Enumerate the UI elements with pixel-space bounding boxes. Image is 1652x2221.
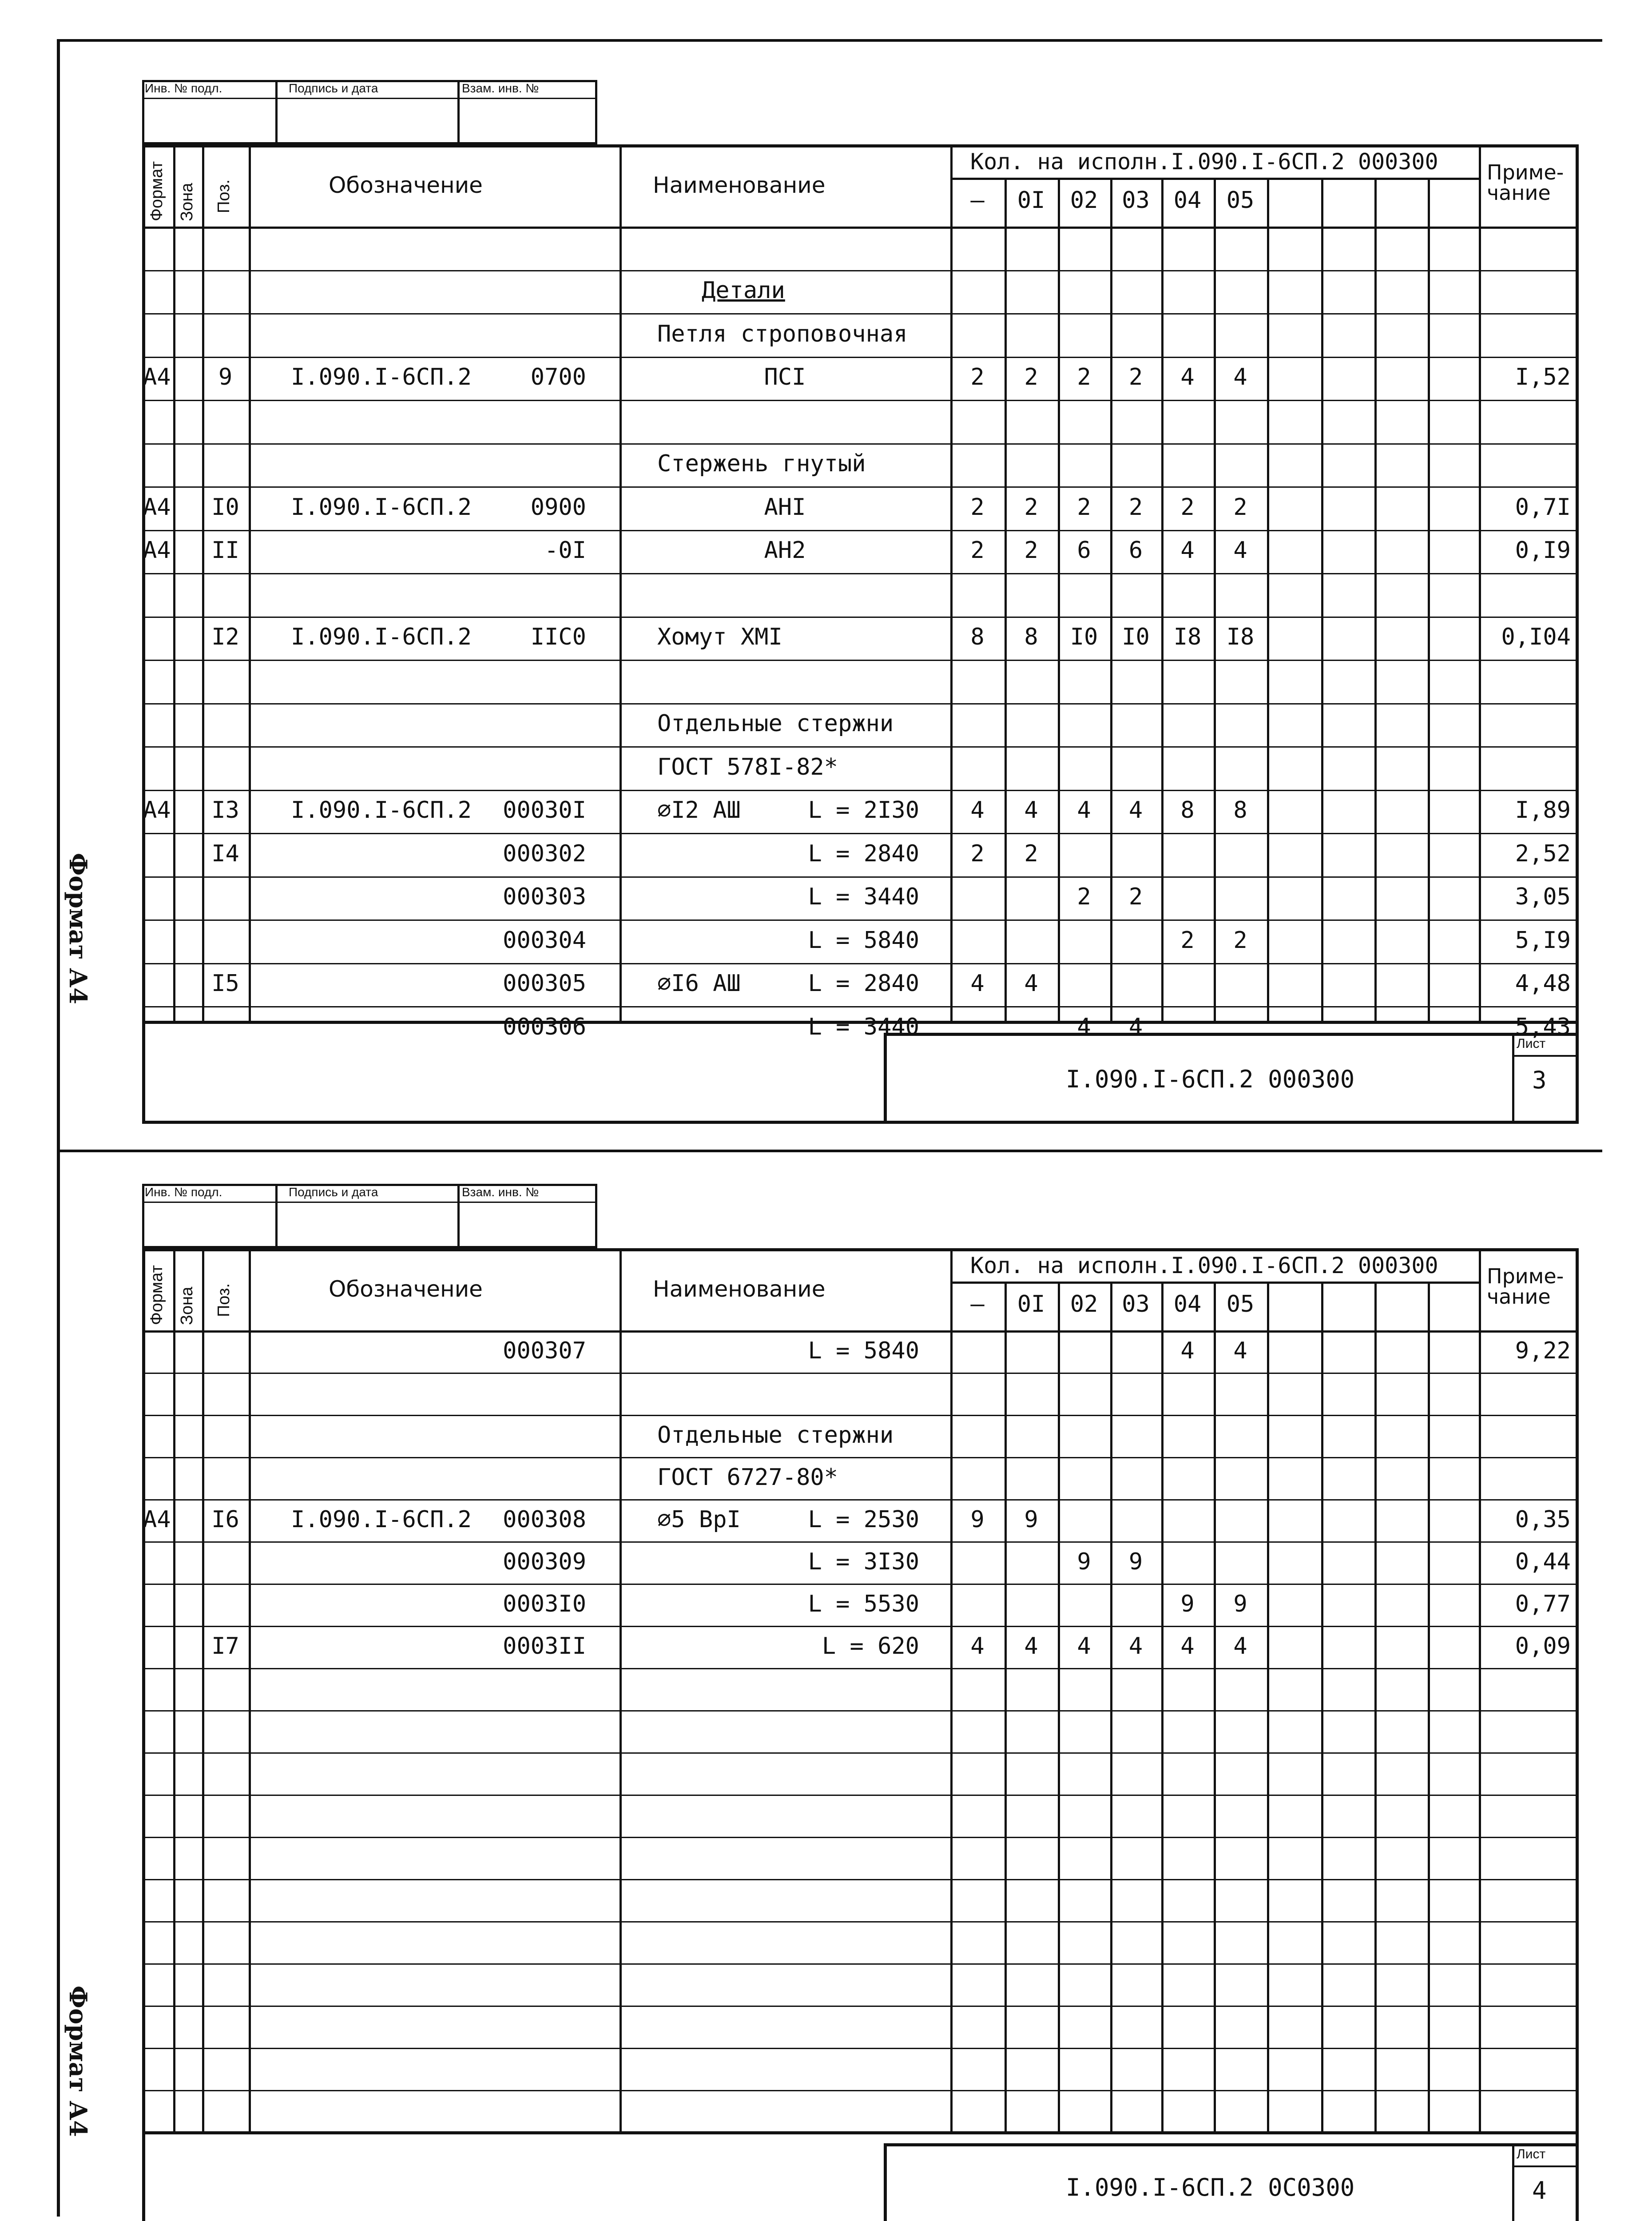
row-note: 0,44 — [1515, 1548, 1571, 1575]
sheet-number: 3 — [1532, 1066, 1547, 1094]
row-line — [142, 486, 1579, 488]
hdr-variant-0: – — [970, 187, 985, 214]
hdr-pos: Поз. — [214, 1283, 233, 1317]
row-qty: 4 — [1233, 1337, 1247, 1364]
row-qty: 8 — [1024, 624, 1038, 651]
hdr-name: Наименование — [653, 172, 826, 198]
row-line — [142, 1963, 1579, 1965]
row-qty: 6 — [1128, 537, 1143, 564]
row-qty: 4 — [1180, 537, 1195, 564]
row-line — [142, 357, 1579, 358]
row-length: L = 3I30 — [808, 1548, 919, 1575]
row-line — [142, 876, 1579, 878]
row-qty: 2 — [1024, 494, 1038, 521]
qty-col-line-4 — [1214, 178, 1216, 1024]
stamp-div-2 — [457, 80, 460, 144]
row-qty: I8 — [1173, 624, 1202, 651]
col-line-4 — [950, 144, 953, 1024]
stamp-div-2 — [457, 1184, 460, 1248]
row-line — [142, 1415, 1579, 1416]
row-qty: 9 — [970, 1506, 985, 1533]
row-line — [142, 573, 1579, 574]
row-note: 0,7I — [1515, 494, 1571, 521]
stamp-sign-date: Подпись и дата — [289, 81, 378, 95]
hdr-note: Приме- чание — [1487, 160, 1564, 205]
row-line — [142, 1921, 1579, 1922]
row-name: Петля строповочная — [657, 320, 908, 347]
hdr-format: Формат — [147, 1265, 166, 1325]
row-qty: 4 — [970, 797, 985, 824]
row-qty: 9 — [1077, 1548, 1091, 1575]
hdr-note: Приме- чание — [1487, 1264, 1564, 1309]
row-note: 5,43 — [1515, 1013, 1571, 1040]
row-designation: I.090.I-6СП.2 — [291, 624, 472, 651]
row-qty: 9 — [1233, 1590, 1247, 1617]
row-line — [142, 1837, 1579, 1838]
hdr-pos: Поз. — [214, 179, 233, 213]
row-pos: I6 — [211, 1506, 239, 1533]
row-qty: 4 — [1233, 1632, 1247, 1660]
row-name: ПСI — [764, 364, 806, 391]
hdr-variant-4: 04 — [1173, 187, 1202, 214]
sheet-label: Лист — [1517, 1036, 1546, 1051]
row-qty: 9 — [1128, 1548, 1143, 1575]
row-line — [142, 400, 1579, 401]
row-name: АН2 — [764, 537, 806, 564]
stamp-hline — [142, 98, 597, 99]
row-qty: 2 — [1128, 494, 1143, 521]
row-pos: II — [211, 537, 239, 564]
hdr-qty-title: Кол. на исполн.I.090.I-6СП.2 000300 — [970, 1253, 1438, 1278]
row-qty: I0 — [1070, 624, 1098, 651]
hdr-variant-1: 0I — [1017, 1291, 1045, 1317]
row-qty: 4 — [1024, 1632, 1038, 1660]
row-designation-suffix: 000303 — [503, 884, 586, 911]
row-line — [142, 1710, 1579, 1712]
hdr-variant-4: 04 — [1173, 1291, 1202, 1317]
row-format: А4 — [143, 797, 171, 824]
row-note: 0,77 — [1515, 1590, 1571, 1617]
stamp-div-1 — [275, 1184, 278, 1248]
row-qty: 2 — [1233, 927, 1247, 954]
row-qty: 4 — [970, 970, 985, 997]
note-col-line — [1479, 1248, 1481, 2134]
row-name: Стержень гнутый — [657, 450, 866, 478]
row-pos: I0 — [211, 494, 239, 521]
row-designation: I.090.I-6СП.2 — [291, 797, 472, 824]
row-length: L = 2530 — [808, 1506, 919, 1533]
hdr-variant-1: 0I — [1017, 187, 1045, 214]
row-line — [142, 1668, 1579, 1669]
row-qty: 4 — [970, 1632, 985, 1660]
row-line — [142, 660, 1579, 661]
row-qty: 2 — [970, 364, 985, 391]
row-qty: 4 — [1077, 1013, 1091, 1040]
row-qty: I0 — [1122, 624, 1150, 651]
row-designation-suffix: IIC0 — [530, 624, 586, 651]
stamp-hline — [142, 1202, 597, 1203]
hdr-designation: Обозначение — [329, 172, 483, 198]
row-length: L = 3440 — [808, 884, 919, 911]
row-note: I,89 — [1515, 797, 1571, 824]
hdr-zone: Зона — [178, 1286, 196, 1325]
row-qty: 8 — [1233, 797, 1247, 824]
row-designation-suffix: 0003II — [503, 1632, 586, 1660]
row-designation-suffix: 000306 — [503, 1013, 586, 1040]
row-line — [142, 617, 1579, 618]
row-designation: I.090.I-6СП.2 — [291, 364, 472, 391]
stamp-inv-replace: Взам. инв. № — [462, 81, 539, 95]
row-length: L = 5530 — [808, 1590, 919, 1617]
stamp-inv-replace: Взам. инв. № — [462, 1185, 539, 1199]
row-length: L = 2I30 — [808, 797, 919, 824]
row-name: ⌀I6 АШ — [657, 970, 741, 997]
qty-col-line-0 — [1005, 178, 1007, 1024]
sheet-label: Лист — [1517, 2147, 1546, 2161]
row-qty: 4 — [1024, 797, 1038, 824]
row-line — [142, 1626, 1579, 1627]
sheet-separator-line — [57, 1150, 1602, 1152]
col-line-1 — [202, 1248, 204, 2134]
row-qty: 4 — [1180, 1337, 1195, 1364]
doc-code: I.090.I-6СП.2 0C0300 — [1066, 2173, 1355, 2201]
row-note: 3,05 — [1515, 884, 1571, 911]
row-line — [142, 2006, 1579, 2007]
row-line — [142, 270, 1579, 271]
col-line-3 — [620, 1248, 622, 2134]
row-length: L = 5840 — [808, 1337, 919, 1364]
row-line — [142, 746, 1579, 748]
row-line — [142, 790, 1579, 791]
row-length: L = 5840 — [808, 927, 919, 954]
row-name: ГОСТ 578I-82* — [657, 753, 838, 780]
row-line — [142, 1541, 1579, 1543]
row-designation-suffix: 000309 — [503, 1548, 586, 1575]
col-line-2 — [249, 144, 251, 1024]
side-format-label-top: Формат А4 — [64, 853, 92, 1004]
row-qty: 2 — [1024, 537, 1038, 564]
sheet-no-divider — [1512, 2143, 1514, 2221]
row-pos: I4 — [211, 840, 239, 867]
col-line-3 — [620, 144, 622, 1024]
table-frame — [142, 1248, 1579, 2134]
row-qty: 4 — [1077, 797, 1091, 824]
row-format: А4 — [143, 537, 171, 564]
col-line-4 — [950, 1248, 953, 2134]
row-name: Детали — [702, 277, 785, 304]
row-qty: 2 — [1024, 364, 1038, 391]
col-line-1 — [202, 144, 204, 1024]
row-qty: 2 — [970, 537, 985, 564]
sheet-no-hline — [1512, 1055, 1579, 1057]
row-qty: 2 — [1233, 494, 1247, 521]
hdr-variant-0: – — [970, 1291, 985, 1317]
row-qty: 2 — [970, 840, 985, 867]
col-line-2 — [249, 1248, 251, 2134]
hdr-format: Формат — [147, 161, 166, 221]
row-note: 0,I04 — [1501, 624, 1571, 651]
row-line — [142, 833, 1579, 834]
row-qty: 9 — [1180, 1590, 1195, 1617]
row-name: АНI — [764, 494, 806, 521]
row-qty: 2 — [1180, 927, 1195, 954]
row-line — [142, 1752, 1579, 1754]
row-length: L = 620 — [822, 1632, 919, 1660]
row-line — [142, 313, 1579, 314]
hdr-qty-title: Кол. на исполн.I.090.I-6СП.2 000300 — [970, 149, 1438, 175]
row-qty: 4 — [1233, 364, 1247, 391]
qty-col-line-5 — [1267, 178, 1269, 1024]
stamp-sign-date: Подпись и дата — [289, 1185, 378, 1199]
row-qty: 8 — [1180, 797, 1195, 824]
col-line-0 — [173, 144, 175, 1024]
row-designation-suffix: 0900 — [530, 494, 586, 521]
row-name: ГОСТ 6727-80* — [657, 1464, 838, 1491]
qty-header-split — [950, 178, 1479, 180]
row-line — [142, 919, 1579, 921]
row-designation-suffix: 000302 — [503, 840, 586, 867]
row-line — [142, 530, 1579, 531]
row-qty: 4 — [1024, 970, 1038, 997]
row-qty: 2 — [1128, 364, 1143, 391]
row-format: А4 — [143, 1506, 171, 1533]
qty-col-line-3 — [1161, 178, 1164, 1024]
row-note: 4,48 — [1515, 970, 1571, 997]
qty-col-line-7 — [1374, 178, 1377, 1024]
row-qty: 4 — [1128, 797, 1143, 824]
row-qty: 2 — [1077, 884, 1091, 911]
row-designation-suffix: -0I — [544, 537, 586, 564]
row-qty: 4 — [1233, 537, 1247, 564]
side-format-label-bottom: Формат А4 — [64, 1986, 92, 2137]
hdr-variant-5: 05 — [1226, 187, 1255, 214]
row-note: I,52 — [1515, 364, 1571, 391]
row-qty: 4 — [1077, 1632, 1091, 1660]
row-qty: 2 — [1077, 364, 1091, 391]
row-designation-suffix: 000305 — [503, 970, 586, 997]
row-note: 9,22 — [1515, 1337, 1571, 1364]
sheet-no-hline — [1512, 2165, 1579, 2167]
hdr-designation: Обозначение — [329, 1276, 483, 1302]
row-line — [142, 1457, 1579, 1458]
stamp-inv-orig: Инв. № подл. — [145, 81, 222, 95]
row-qty: 4 — [1128, 1013, 1143, 1040]
stamp-div-1 — [275, 80, 278, 144]
row-designation: I.090.I-6СП.2 — [291, 494, 472, 521]
row-pos: I2 — [211, 624, 239, 651]
hdr-variant-2: 02 — [1070, 187, 1098, 214]
row-format: А4 — [143, 494, 171, 521]
row-qty: 8 — [970, 624, 985, 651]
row-name: ⌀5 ВрI — [657, 1506, 741, 1533]
row-designation-suffix: 0700 — [530, 364, 586, 391]
header-bottom — [142, 227, 1579, 229]
hdr-name: Наименование — [653, 1276, 826, 1302]
hdr-variant-3: 03 — [1122, 1291, 1150, 1317]
row-note: 0,09 — [1515, 1632, 1571, 1660]
row-note: 5,I9 — [1515, 927, 1571, 954]
row-name: Отдельные стержни — [657, 710, 894, 737]
row-qty: 2 — [1024, 840, 1038, 867]
hdr-variant-2: 02 — [1070, 1291, 1098, 1317]
qty-col-line-6 — [1321, 178, 1323, 1024]
row-note: 0,35 — [1515, 1506, 1571, 1533]
row-line — [142, 1584, 1579, 1585]
row-line — [142, 1006, 1579, 1007]
row-designation-suffix: 0003I0 — [503, 1590, 586, 1617]
col-line-0 — [173, 1248, 175, 2134]
row-note: 0,I9 — [1515, 537, 1571, 564]
header-bottom — [142, 1330, 1579, 1333]
row-qty: 2 — [1128, 884, 1143, 911]
row-pos: I7 — [211, 1632, 239, 1660]
row-length: L = 3440 — [808, 1013, 919, 1040]
row-qty: 9 — [1024, 1506, 1038, 1533]
row-pos: I5 — [211, 970, 239, 997]
row-pos: 9 — [218, 364, 233, 391]
row-qty: 4 — [1128, 1632, 1143, 1660]
top-border-line — [57, 39, 1602, 42]
row-name: Отдельные стержни — [657, 1421, 894, 1449]
row-length: L = 2840 — [808, 840, 919, 867]
row-length: L = 2840 — [808, 970, 919, 997]
row-qty: 4 — [1180, 364, 1195, 391]
sheet-no-divider — [1512, 1033, 1514, 1124]
row-qty: 6 — [1077, 537, 1091, 564]
row-line — [142, 2048, 1579, 2049]
row-qty: 2 — [1180, 494, 1195, 521]
row-line — [142, 963, 1579, 964]
row-name: ⌀I2 АШ — [657, 797, 741, 824]
row-designation: I.090.I-6СП.2 — [291, 1506, 472, 1533]
left-binding-line — [57, 40, 60, 2217]
row-designation-suffix: 00030I — [503, 797, 586, 824]
row-qty: 2 — [1077, 494, 1091, 521]
row-designation-suffix: 000304 — [503, 927, 586, 954]
row-line — [142, 443, 1579, 445]
row-line — [142, 1879, 1579, 1880]
row-format: А4 — [143, 364, 171, 391]
row-qty: 2 — [970, 494, 985, 521]
doc-code: I.090.I-6СП.2 000300 — [1066, 1065, 1355, 1093]
row-line — [142, 703, 1579, 705]
row-line — [142, 1795, 1579, 1796]
row-line — [142, 1499, 1579, 1501]
row-name: Хомут ХМI — [657, 624, 782, 651]
row-line — [142, 1373, 1579, 1374]
sheet-number: 4 — [1532, 2177, 1547, 2205]
row-qty: 4 — [1180, 1632, 1195, 1660]
row-designation-suffix: 000308 — [503, 1506, 586, 1533]
row-note: 2,52 — [1515, 840, 1571, 867]
hdr-variant-3: 03 — [1122, 187, 1150, 214]
row-line — [142, 2090, 1579, 2091]
hdr-zone: Зона — [178, 183, 196, 221]
hdr-variant-5: 05 — [1226, 1291, 1255, 1317]
qty-header-split — [950, 1282, 1479, 1284]
stamp-inv-orig: Инв. № подл. — [145, 1185, 222, 1199]
row-designation-suffix: 000307 — [503, 1337, 586, 1364]
qty-col-line-8 — [1428, 178, 1430, 1024]
row-qty: I8 — [1226, 624, 1255, 651]
row-pos: I3 — [211, 797, 239, 824]
